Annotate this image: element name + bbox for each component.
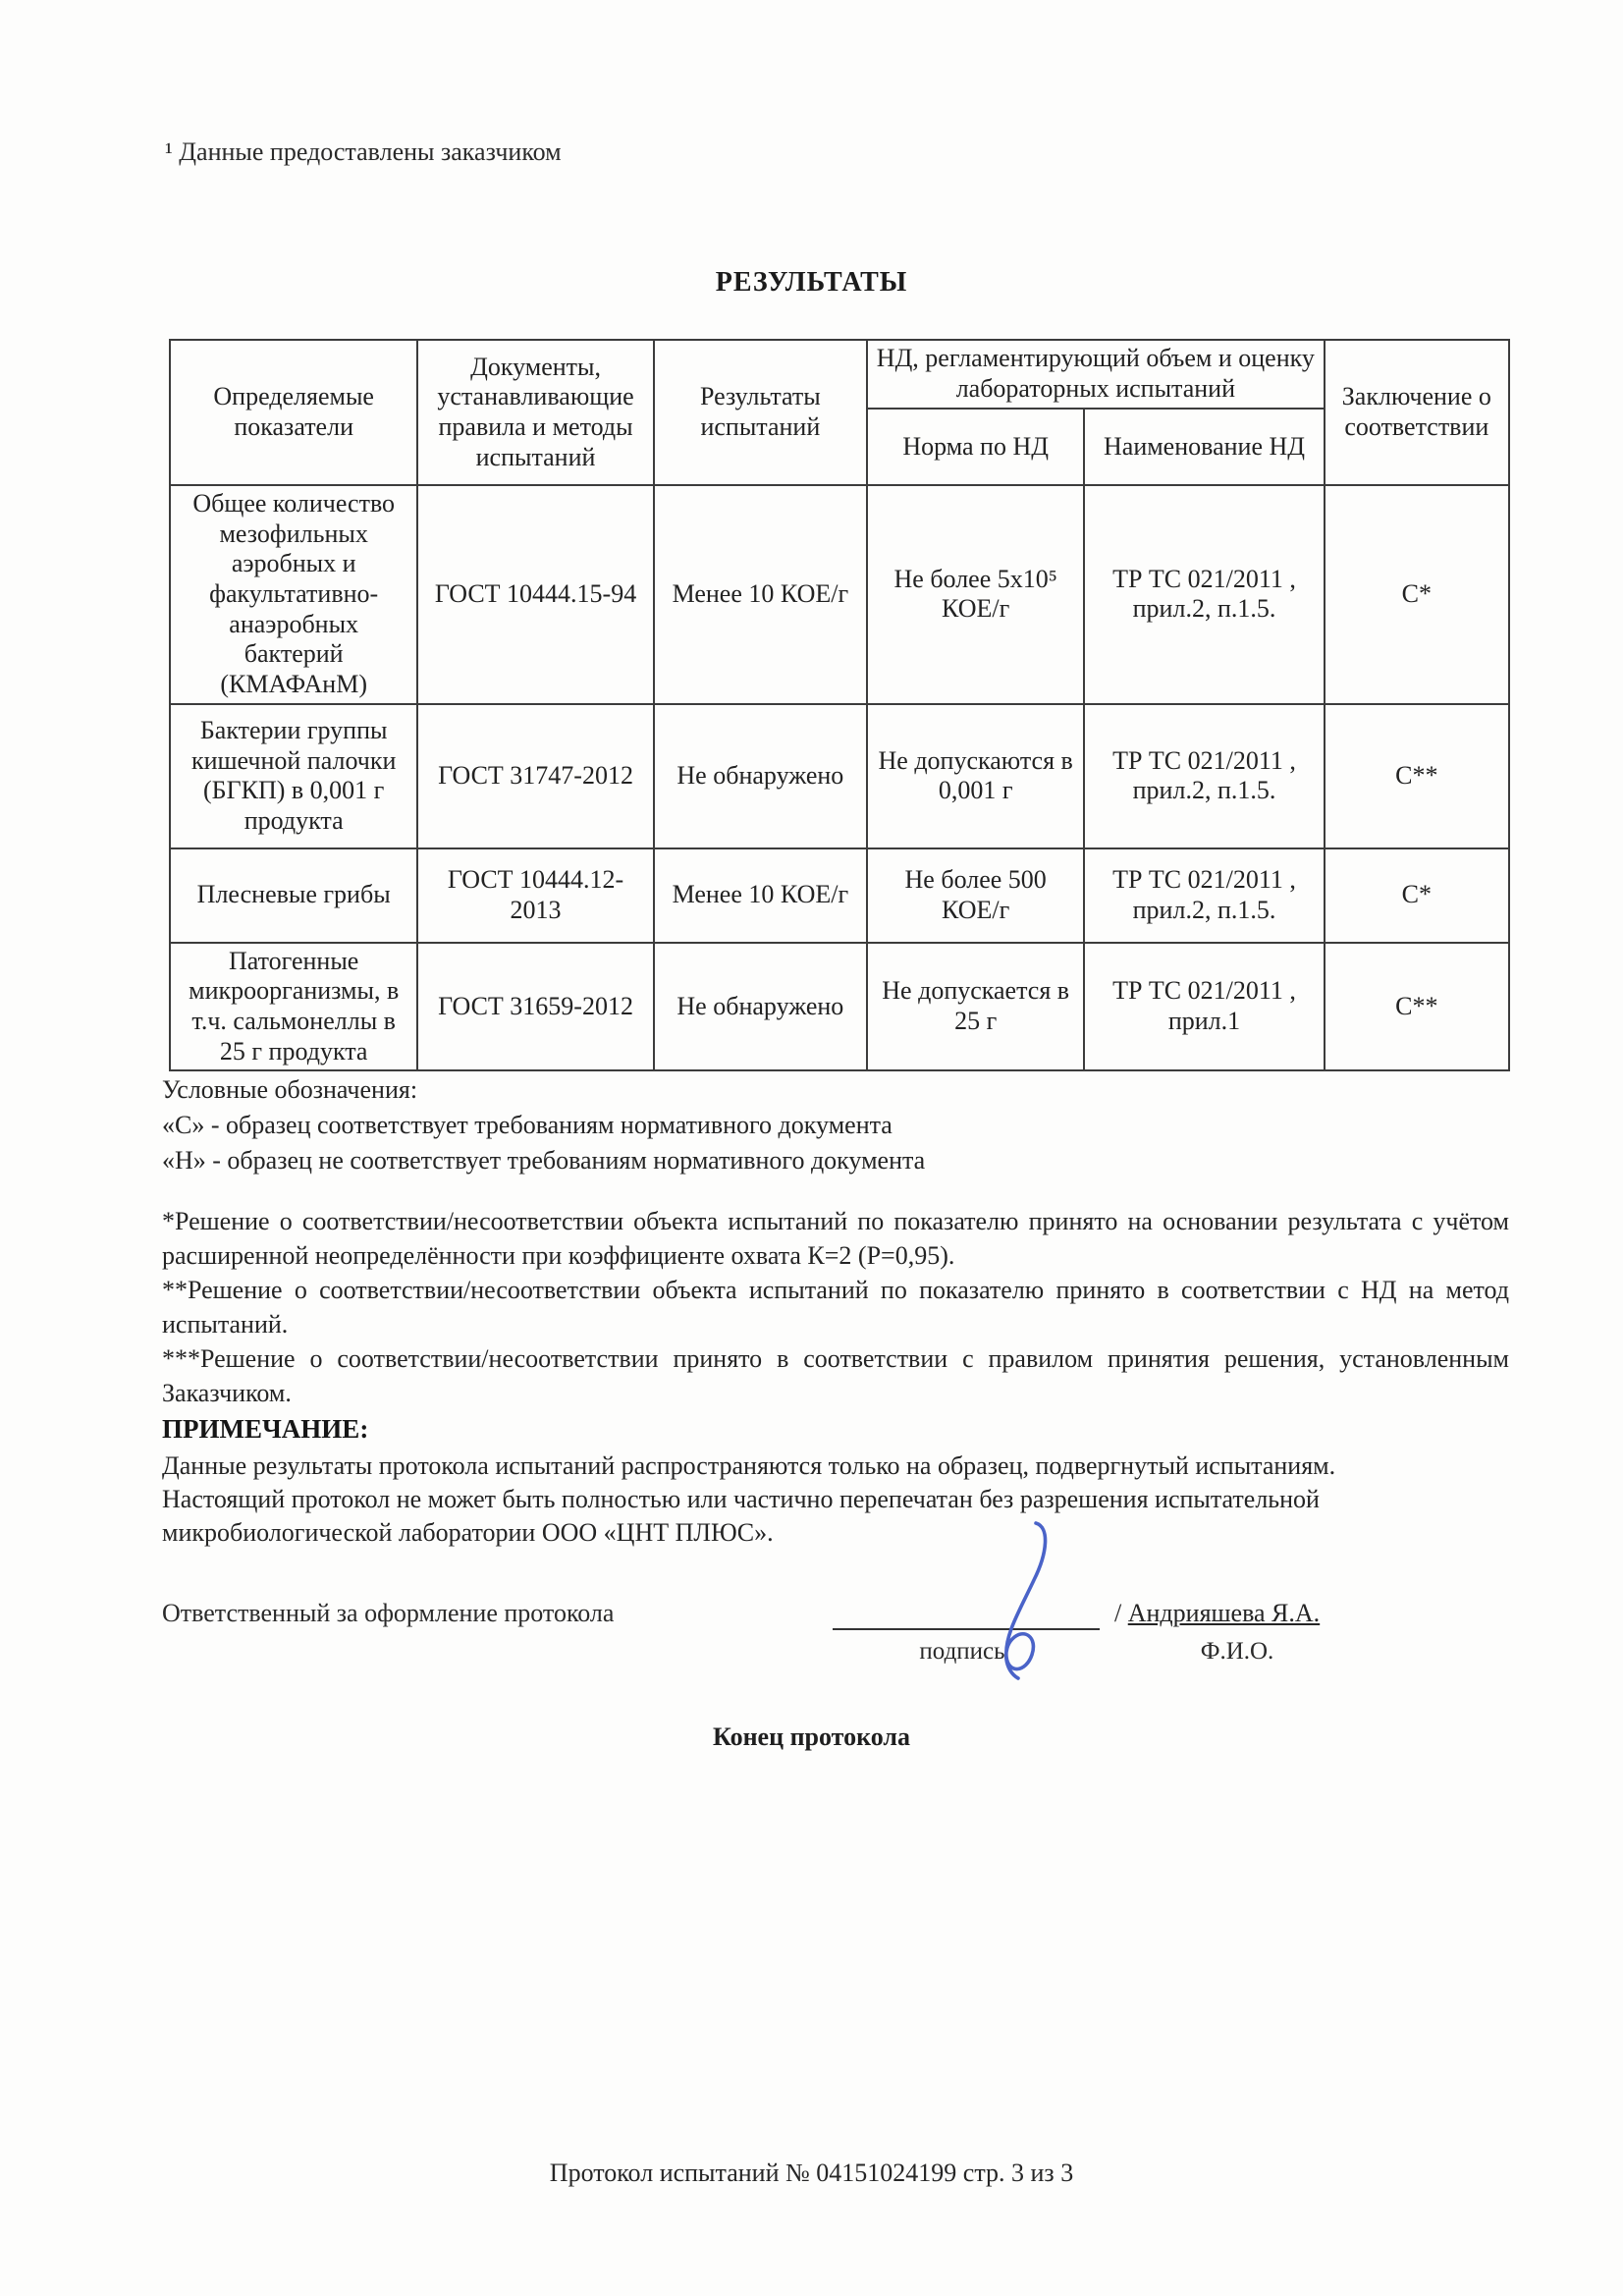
- header-indicators: Определяемые показатели: [170, 340, 417, 485]
- cell-indicator: Общее количество мезофильных аэробных и факультативно-анаэробных бактерий (КМАФАнМ): [170, 485, 417, 704]
- signature-ink-path: [1006, 1523, 1046, 1678]
- cell-document: ГОСТ 31659-2012: [417, 943, 653, 1071]
- cell-conclusion: С**: [1325, 704, 1509, 848]
- cell-indicator: Плесневые грибы: [170, 848, 417, 943]
- cell-conclusion: С*: [1325, 848, 1509, 943]
- legend-item-n: «Н» - образец не соответствует требованиям нормативного документа: [162, 1146, 926, 1175]
- cell-nd-name: ТР ТС 021/2011 , прил.2, п.1.5.: [1084, 704, 1324, 848]
- remark-body-2: Настоящий протокол не может быть полностью или частично перепечатан без разрешения испытательной микробиологической лаборатории ООО «ЦНТ ПЛЮС».: [162, 1485, 1320, 1547]
- cell-result: Менее 10 КОЕ/г: [654, 485, 867, 704]
- cell-norm: Не более 5x10⁵ КОЕ/г: [867, 485, 1084, 704]
- header-nd-name: Наименование НД: [1084, 409, 1324, 485]
- legend-block: [162, 1072, 1509, 1178]
- footnote: ¹ Данные предоставлены заказчиком: [165, 137, 562, 166]
- signature-ink: [967, 1517, 1075, 1682]
- table-row: [170, 704, 1509, 848]
- cell-norm: Не более 500 КОЕ/г: [867, 848, 1084, 943]
- remark-body-1: Данные результаты протокола испытаний распространяются только на образец, подвергнутый испытаниям.: [162, 1451, 1336, 1480]
- page-footer: Протокол испытаний № 04151024199 стр. 3 из 3: [549, 2159, 1074, 2187]
- table-row: [170, 485, 1509, 704]
- name-caption: Ф.И.О.: [1200, 1638, 1274, 1665]
- header-nd-norm: Норма по НД: [867, 409, 1084, 485]
- header-conclusion: Заключение о соответствии: [1325, 340, 1509, 485]
- cell-result: Не обнаружено: [654, 943, 867, 1071]
- cell-result: Менее 10 КОЕ/г: [654, 848, 867, 943]
- note-single-asterisk: *Решение о соответствии/несоответствии объекта испытаний по показателю принято на основании результата с учётом расширенной неопределённости при коэффициенте охвата К=2 (Р=0,95).: [162, 1207, 1509, 1270]
- cell-indicator: Патогенные микроорганизмы, в т.ч. сальмонеллы в 25 г продукта: [170, 943, 417, 1071]
- signature-slash: /: [1114, 1599, 1128, 1627]
- table-header-row-1: [170, 340, 1509, 409]
- cell-norm: Не допускаются в 0,001 г: [867, 704, 1084, 848]
- results-table: [169, 339, 1510, 1071]
- cell-document: ГОСТ 10444.15-94: [417, 485, 653, 704]
- note-double-asterisk: **Решение о соответствии/несоответствии объекта испытаний по показателю принято в соответствии с НД на метод испытаний.: [162, 1276, 1509, 1339]
- header-documents: Документы, устанавливающие правила и методы испытаний: [417, 340, 653, 485]
- cell-nd-name: ТР ТС 021/2011 , прил.1: [1084, 943, 1324, 1071]
- cell-nd-name: ТР ТС 021/2011 , прил.2, п.1.5.: [1084, 848, 1324, 943]
- cell-conclusion: С**: [1325, 943, 1509, 1071]
- signature-caption: подпись: [919, 1638, 1005, 1665]
- table-row: [170, 848, 1509, 943]
- table-row: [170, 943, 1509, 1071]
- remark-section: [162, 1412, 1509, 1550]
- remark-heading: ПРИМЕЧАНИЕ:: [162, 1414, 369, 1444]
- cell-result: Не обнаружено: [654, 704, 867, 848]
- signature-name-text: Андрияшева Я.А.: [1127, 1599, 1321, 1627]
- results-title: РЕЗУЛЬТАТЫ: [715, 267, 908, 298]
- decision-notes: [162, 1204, 1509, 1410]
- end-of-protocol-text: Конец протокола: [713, 1722, 910, 1751]
- cell-nd-name: ТР ТС 021/2011 , прил.2, п.1.5.: [1084, 485, 1324, 704]
- cell-document: ГОСТ 31747-2012: [417, 704, 653, 848]
- signature-role-label: Ответственный за оформление протокола: [162, 1599, 615, 1627]
- header-results: Результаты испытаний: [654, 340, 867, 485]
- legend-title: Условные обозначения:: [162, 1075, 418, 1104]
- cell-conclusion: С*: [1325, 485, 1509, 704]
- legend-item-c: «С» - образец соответствует требованиям нормативного документа: [162, 1111, 893, 1139]
- signature-name: [1114, 1599, 1320, 1628]
- note-triple-asterisk: ***Решение о соответствии/несоответствии принято в соответствии с правилом принятия решения, установленным Заказчиком.: [162, 1344, 1509, 1407]
- cell-document: ГОСТ 10444.12-2013: [417, 848, 653, 943]
- cell-norm: Не допускается в 25 г: [867, 943, 1084, 1071]
- cell-indicator: Бактерии группы кишечной палочки (БГКП) в 0,001 г продукта: [170, 704, 417, 848]
- header-nd-group: НД, регламентирующий объем и оценку лабораторных испытаний: [867, 340, 1325, 409]
